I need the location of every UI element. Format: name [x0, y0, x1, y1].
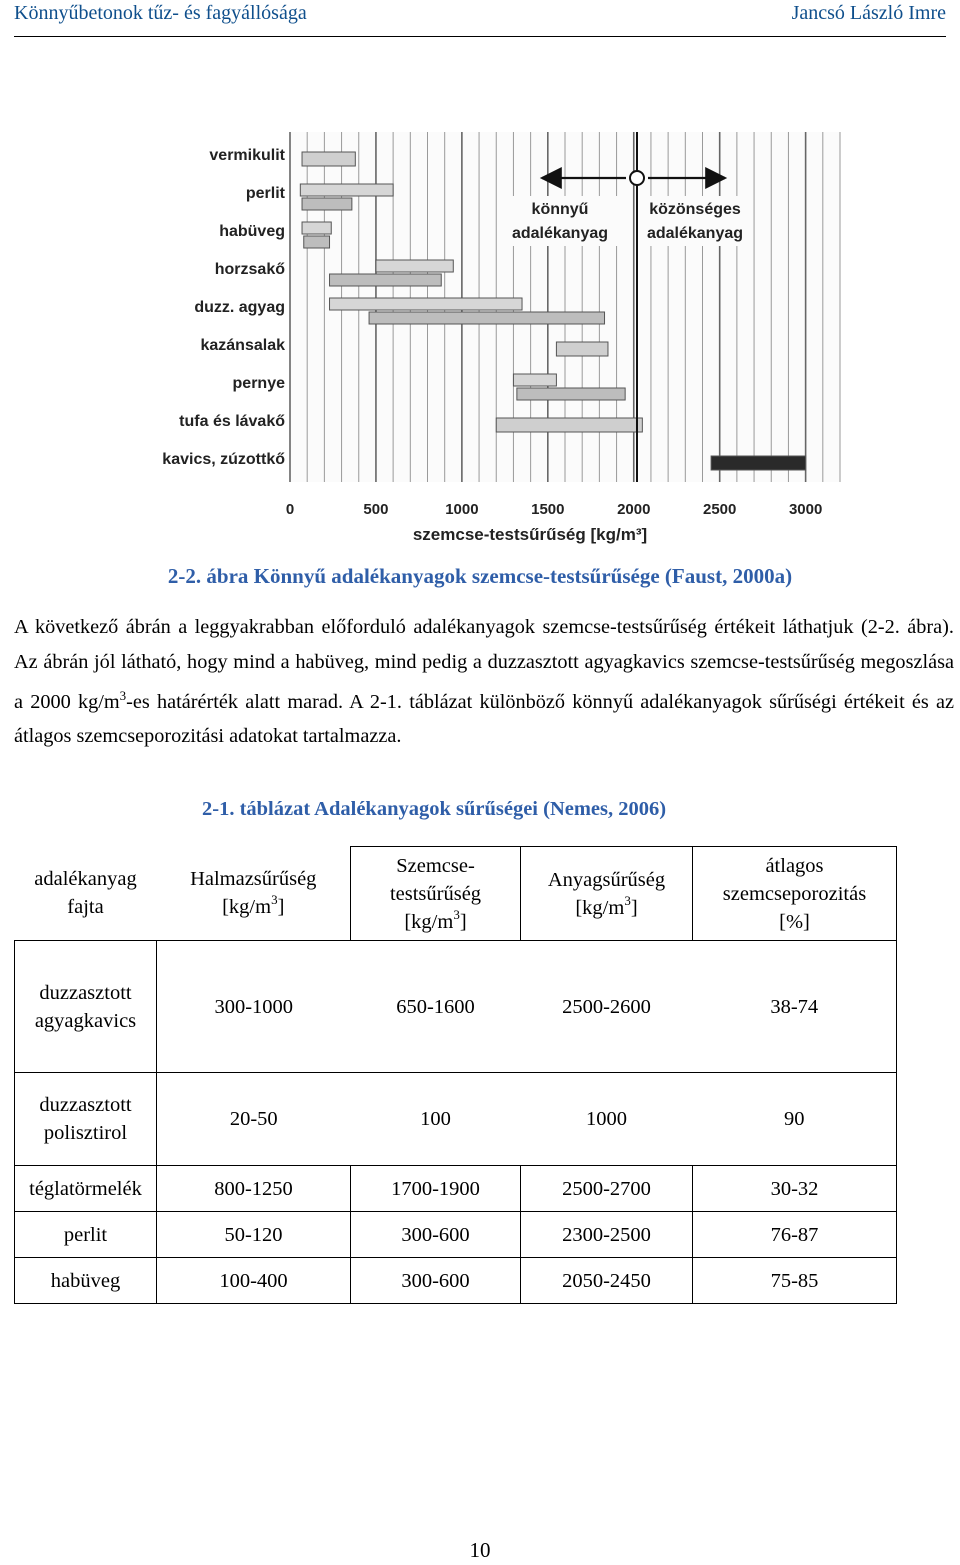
header-bulk-density: Halmazsűrűség $[kg/m^3]$ [157, 847, 351, 941]
row-bulk-density: 800-1250 [157, 1166, 351, 1212]
author-name: Jancsó László Imre [791, 2, 946, 24]
range-bar [330, 274, 442, 286]
table-row [15, 1073, 897, 1166]
table-row [15, 1258, 897, 1304]
x-tick-label: 2500 [703, 501, 737, 518]
row-particle-density: 1700-1900 [351, 1166, 521, 1212]
header-material-density: Anyagsűrűség $[kg/m^3]$ [521, 847, 693, 941]
row-material-density: 2500-2600 [562, 995, 651, 1018]
row-bulk-density: 50-120 [157, 1212, 351, 1258]
document-title: Könnyűbetonok tűz- és fagyállósága [14, 2, 307, 24]
range-bar [517, 388, 625, 400]
table-header-row [15, 847, 897, 941]
range-bar [302, 152, 355, 166]
row-material-density: 2300-2500 [521, 1212, 693, 1258]
range-bar [330, 298, 523, 310]
x-tick-label: 1000 [445, 501, 479, 518]
body-paragraph [14, 610, 954, 754]
row-particle-density: 300-600 [351, 1212, 521, 1258]
header-particle-density: Szemcse- testsűrűség $[kg/m^3]$ [351, 847, 521, 941]
category-label: kavics, zúzottkő [162, 451, 285, 468]
range-bar [369, 312, 604, 324]
category-label: vermikulit [209, 147, 285, 164]
table-row [15, 1212, 897, 1258]
row-bulk-density: 300-1000 [214, 995, 294, 1018]
normal-aggregate-label-1: közönséges [649, 201, 741, 218]
light-aggregate-label-1: könnyű [531, 201, 589, 218]
density-table [14, 846, 897, 1304]
row-material-density: 1000 [521, 1073, 693, 1166]
range-bar [302, 198, 352, 210]
row-porosity: 38-74 [693, 941, 897, 1073]
x-tick-label: 2000 [617, 501, 651, 518]
row-bulk-density: 100-400 [157, 1258, 351, 1304]
category-labels [162, 147, 285, 468]
row-name: duzzasztott polisztirol [15, 1073, 157, 1166]
range-bar [496, 418, 642, 432]
range-bar [376, 260, 453, 272]
row-material-density: 2050-2450 [521, 1258, 693, 1304]
x-tick-label: 3000 [788, 501, 823, 518]
category-label: perlit [245, 185, 285, 202]
row-particle-density: 300-600 [351, 1258, 521, 1304]
category-label: pernye [232, 375, 285, 392]
x-tick-labels [286, 501, 822, 518]
x-axis-label: szemcse-testsűrűség [kg/m³] [412, 525, 648, 544]
range-bar [300, 184, 393, 196]
x-tick-label: 0 [285, 501, 295, 518]
row-porosity: 90 [693, 1073, 897, 1166]
row-material-density: 2500-2700 [521, 1166, 693, 1212]
row-particle-density: 650-1600 [396, 995, 475, 1018]
table-row [15, 941, 897, 1073]
row-name: perlit [15, 1212, 157, 1258]
category-label: duzz. agyag [194, 299, 285, 316]
figure-caption: 2-2. ábra Könnyű adalékanyagok szemcse-testsűrűsége (Faust, 2000a) [167, 564, 793, 588]
table-caption: 2-1. táblázat Adalékanyagok sűrűségei (Nemes, 2006) [202, 798, 667, 820]
light-aggregate-label-2: adalékanyag [511, 225, 609, 242]
paragraph-text-1: A következő ábrán a leggyakrabban előforduló adalékanyagok szemcse-testsűrűség értékeit láthatjuk (2-2. ábra). Az ábrán jól látható, hogy mind a habüveg, mind pedig a duzzasztott agyagkavics szemcse-testsűrűség megoszlása a 2000 kg/m [14, 616, 954, 713]
range-bar [513, 374, 556, 386]
table-row [15, 1166, 897, 1212]
page-header [14, 0, 946, 37]
x-tick-label: 500 [363, 501, 389, 518]
row-particle-density: 100 [351, 1073, 521, 1166]
row-porosity: 75-85 [693, 1258, 897, 1304]
row-bulk-density: 20-50 [157, 1073, 351, 1166]
page-number: 10 [469, 1538, 491, 1562]
header-porosity: átlagos szemcseporozitás [%] [693, 847, 897, 941]
category-label: tufa és lávakő [179, 413, 285, 430]
row-name: téglatörmelék [15, 1166, 157, 1212]
row-porosity: 76-87 [693, 1212, 897, 1258]
row-porosity: 30-32 [693, 1166, 897, 1212]
paragraph-superscript: 3 [119, 688, 127, 703]
x-tick-label: 1500 [531, 501, 565, 518]
category-label: kazánsalak [200, 337, 285, 354]
range-bar [556, 342, 608, 356]
category-label: horzsakő [214, 261, 285, 278]
range-bar [304, 236, 330, 248]
row-name: habüveg [15, 1258, 157, 1304]
range-bar [711, 456, 806, 470]
threshold-marker [630, 171, 644, 185]
row-name: duzzasztott agyagkavics [15, 941, 157, 1073]
category-label: habüveg [219, 223, 285, 240]
paragraph-text-2: -es határérték alatt marad. A 2-1. táblázat különböző könnyű adalékanyagok sűrűségi értékeit és az átlagos szemcseporozitási adatokat tartalmazza. [14, 690, 954, 748]
range-bar [302, 222, 331, 234]
normal-aggregate-label-2: adalékanyag [646, 225, 744, 242]
density-range-chart [140, 110, 850, 550]
header-aggregate-type: adalékanyag fajta [15, 847, 157, 941]
